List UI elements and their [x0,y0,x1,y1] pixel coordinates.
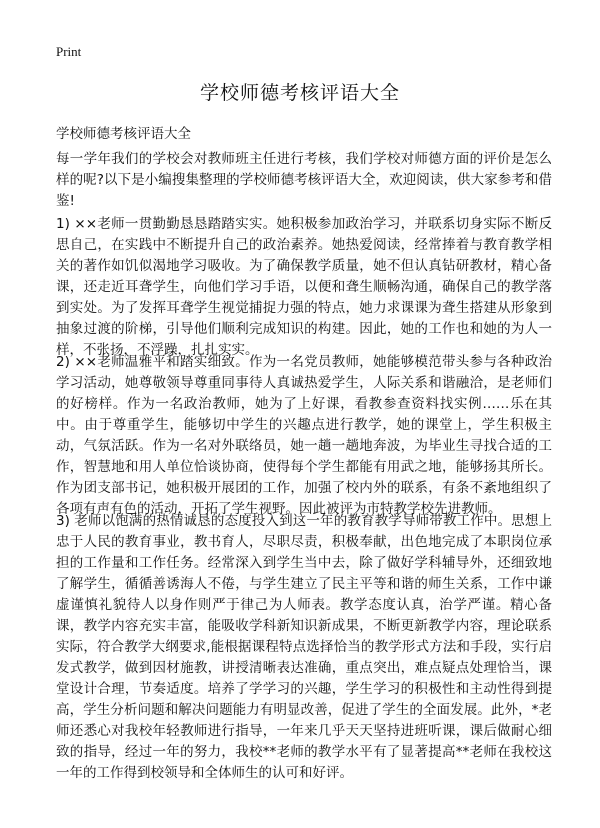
intro-paragraph: 每一学年我们的学校会对教师班主任进行考核，我们学校对师德方面的评价是怎么样的呢?以下是小编搜集整理的学校师德考核评语大全，欢迎阅读，供大家参考和借鉴! [56,151,552,209]
comment-paragraph-1: 1) ××老师一贯勤勤恳恳踏踏实实。她积极参加政治学习，并联系切身实际不断反思自己，在实践中不断提升自己的政治素养。她热爱阅读，经常捧着与教育教学相关的著作如饥似渴地学习吸收。为了确保教学质量，她不但认真钻研教材，精心备课，还走近耳聋学生，向他们学习手语，以便和聋生顺畅沟通，确保自己的教学落到实处。为了发挥耳聋学生视觉捕捉力强的特点，她力求课课为聋生搭建从形象到抽象过渡的阶梯，引导他们顺利完成知识的构建。因此，她的工作也和她的为人一样，不张扬，不浮躁，扎扎实实。 [56,216,552,358]
comment-paragraph-2: 2) ××老师温雅平和踏实细致。作为一名党员教师，她能够模范带头参与各种政治学习活动，她尊敬领导尊重同事待人真诚热爱学生，人际关系和谐融洽，是老师们的好榜样。作为一名政治教师，她为了上好课，看教参查资料找实例……乐在其中。由于尊重学生，能够切中学生的兴趣点进行教学，她的课堂上，学生积极主动，气氛活跃。作为一名对外联络员，她一趟一趟地奔波，为毕业生寻找合适的工作，智慧地和用人单位恰谈协商，使得每个学生都能有用武之地，能够扬其所长。作为团支部书记，她积极开展团的工作，加强了校内外的联系，有条不紊地组织了各项有声有色的活动，开拓了学生视野。因此被评为市特教学校先进教师。 [56,354,552,517]
page-title: 学校师德考核评语大全 [199,82,400,104]
comment-paragraph-3: 3) 老师以饱满的热情诚恳的态度投入到这一年的教育教学导师带教工作中。思想上忠于人民的教育事业，教书育人，尽职尽责，积极奉献，出色地完成了本职岗位承担的工作量和工作任务。经常深入到学生当中去，除了做好学科辅导外，还细致地了解学生，循循善诱海人不倦，与学生建立了民主平等和谐的师生关系，工作中谦虚谨慎礼貌待人以身作则严于律己为人师表。教学态度认真，治学严谨。精心备课，教学内容充实丰富，能吸收学科新知识新成果，不断更新教学内容，理论联系实际，符合教学大纲要求,能根据课程特点选择恰当的教学形式方法和手段，实行启发式教学，做到因材施教，讲授清晰表达准确，重点突出，难点疑点处理恰当，课堂设计合理，节奏适度。培养了学学习的兴趣，学生学习的积极性和主动性得到提高，学生分析问题和解决问题能力有明显改善，促进了学生的全面发展。此外，*老师还悉心对我校年轻教师进行指导，一年来几乎天天坚持进班听课，课后做耐心细致的指导，经过一年的努力，我校**老师的教学水平有了显著提高**老师在我校这一年的工作得到校领导和全体师生的认可和好评。 [56,513,552,781]
print-link[interactable]: Print [56,44,82,59]
document-subtitle: 学校师德考核评语大全 [56,126,191,142]
